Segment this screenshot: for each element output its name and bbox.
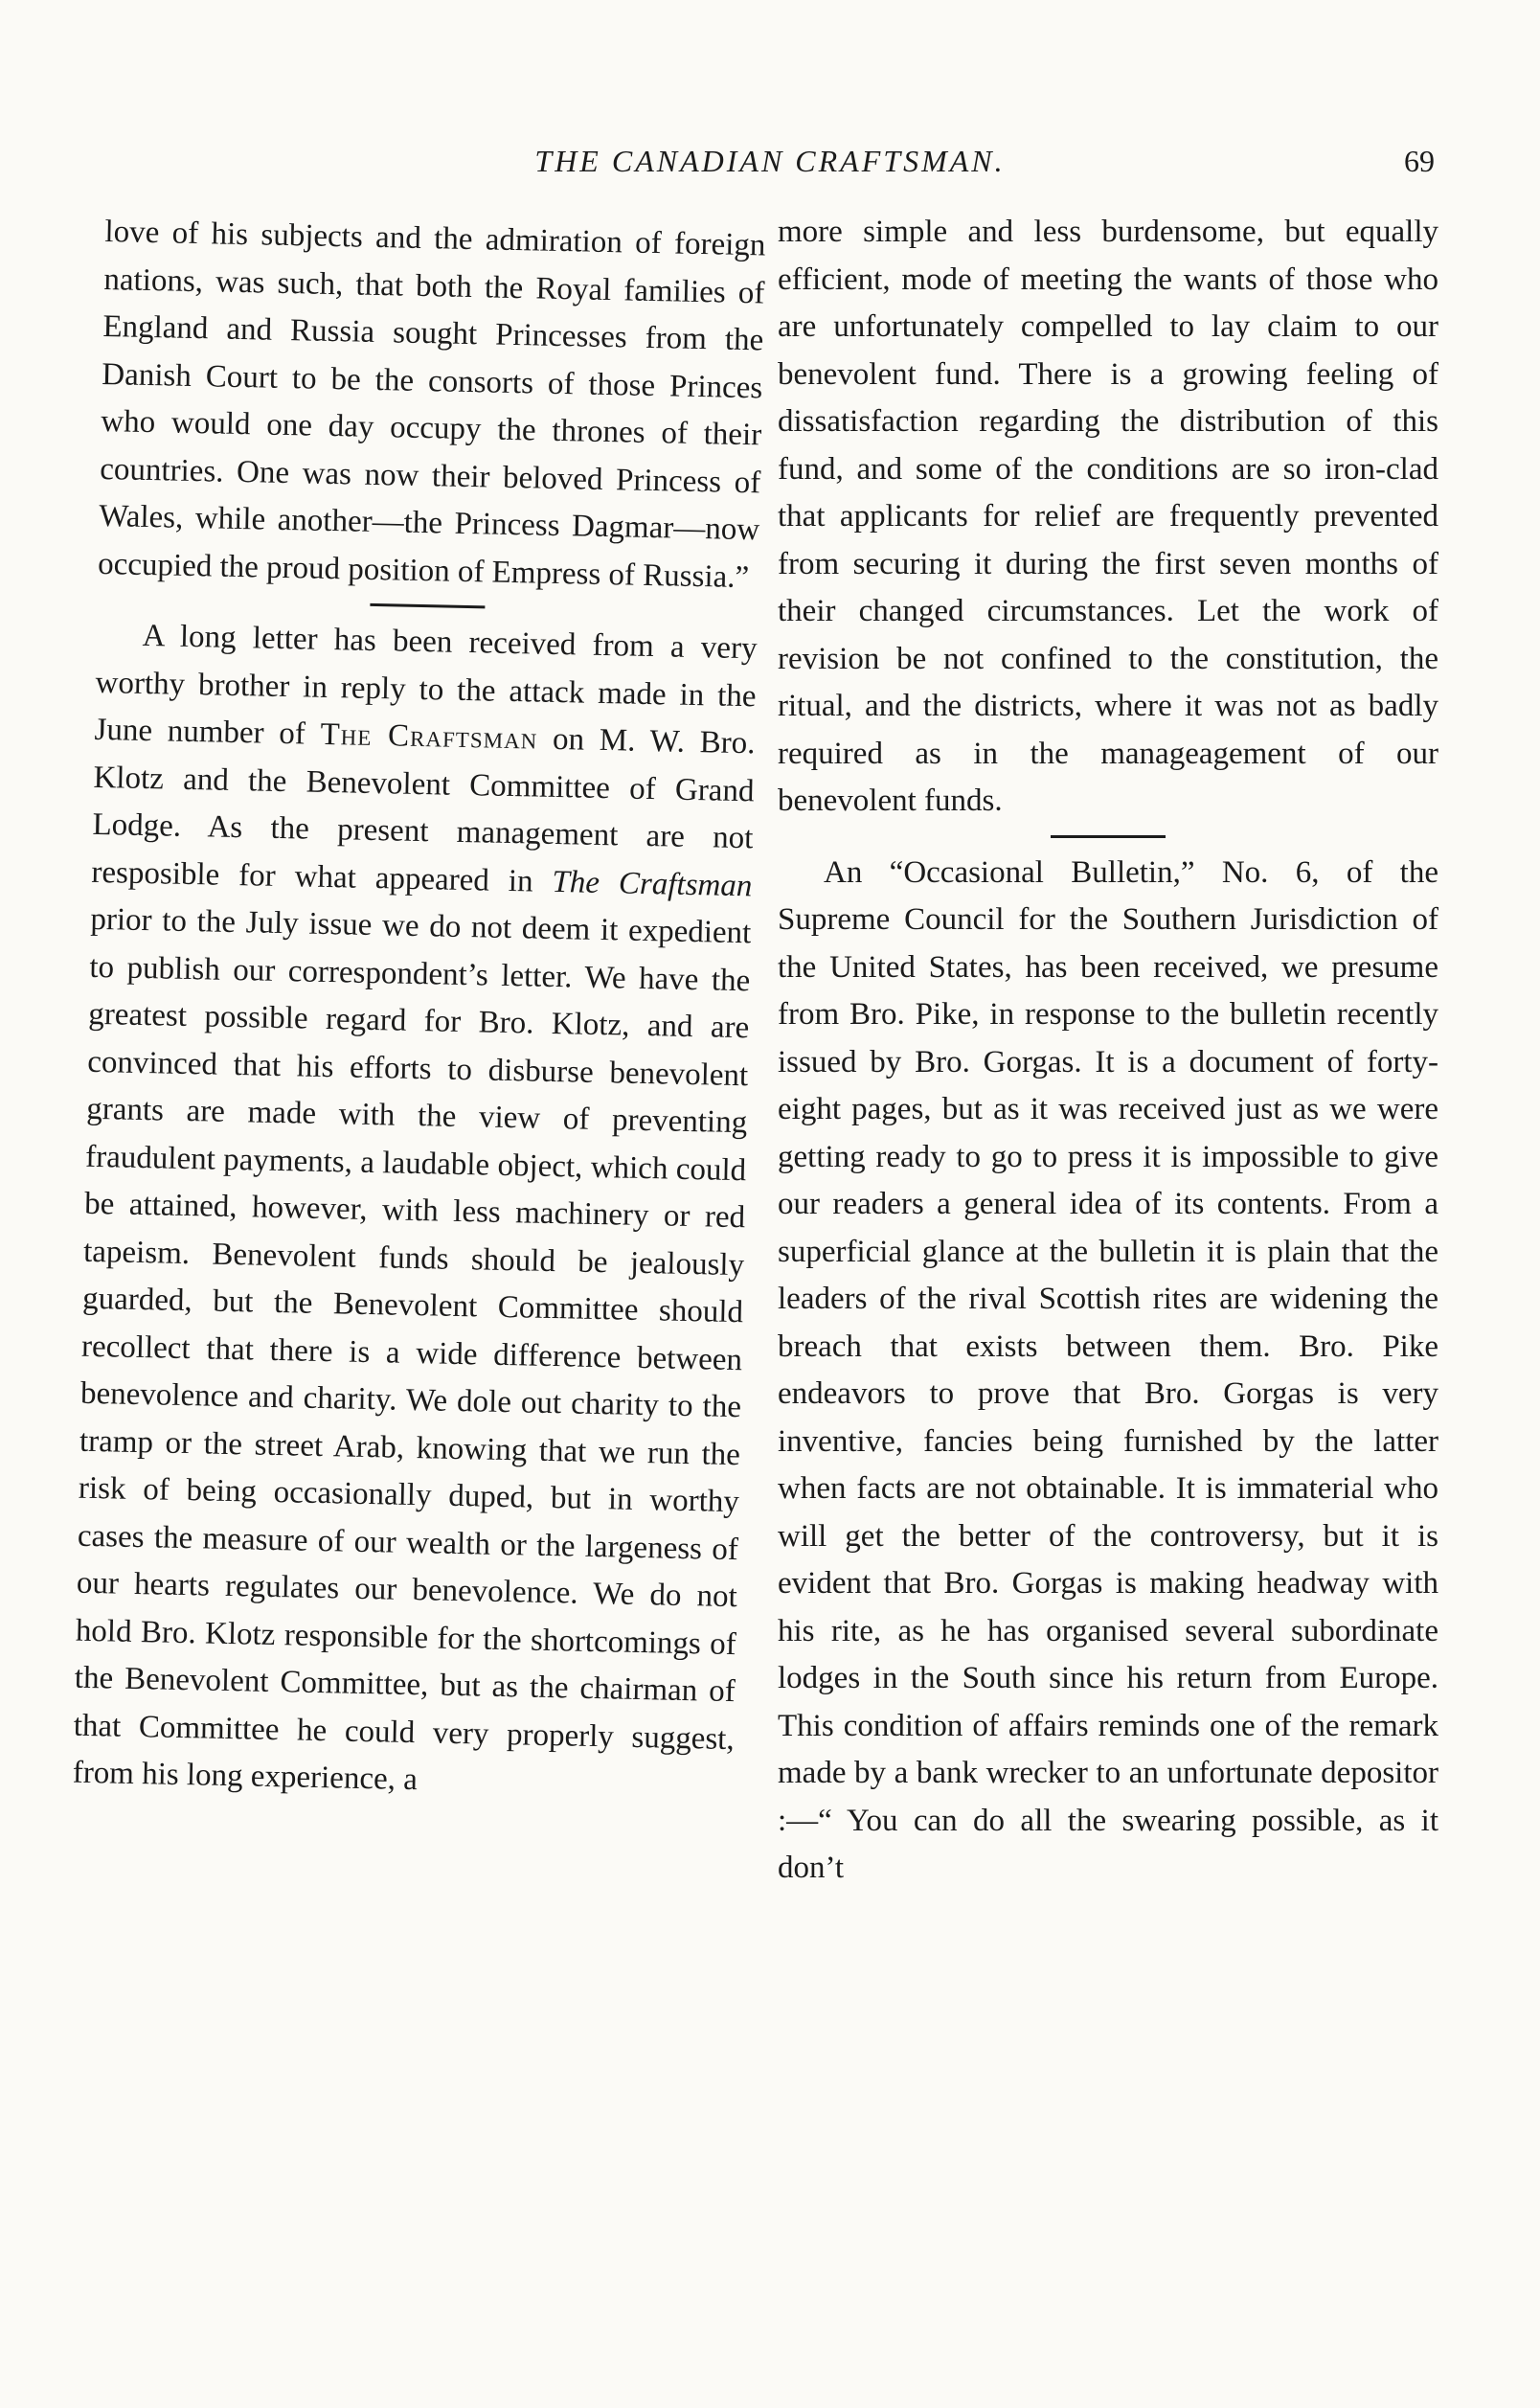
left-paragraph-2 xyxy=(72,612,758,1811)
running-head: THE CANADIAN CRAFTSMAN. xyxy=(534,144,1006,178)
page-number: 69 xyxy=(1404,144,1435,178)
section-divider xyxy=(1051,835,1166,838)
right-paragraph-2: An “Occasional Bulletin,” No. 6, of the Supreme Council for the Southern Jurisdiction of the United States, has been received, we presume from Bro. Pike, in response to the bulletin recently issued by Bro. Gorgas. It is a document of forty-eight pages, but as it was received just as we were getting ready to go to press it is impossible to give our readers a general idea of its contents. From a superficial glance at the bulletin it is plain that the leaders of the rival Scottish rites are widening the breach that exists between them. Bro. Pike endeavors to prove that Bro. Gorgas is very inventive, fancies being furnished by the latter when facts are not obtainable. It is immaterial who will get the better of the controversy, but it is evident that Bro. Gorgas is making headway with his rite, as he has organised several subordinate lodges in the South since his return from Europe. This condition of affairs reminds one of the remark made by a bank wrecker to an unfortunate depositor :—“ You can do all the swearing possible, as it don’t xyxy=(778,854,1438,1885)
publication-name-italic: The Craftsman xyxy=(552,864,753,903)
text-run: on M. W. Bro. Klotz and the Benevolent Committee of Grand Lodge. As the present management are not resposible for what appeared in xyxy=(91,721,756,899)
section-divider xyxy=(370,603,485,609)
page-header xyxy=(0,144,1540,201)
text-run: A long letter has been received from a very worthy brother in reply to the attack made in the June number of xyxy=(94,618,758,752)
right-column xyxy=(778,209,1438,1893)
left-column xyxy=(72,209,766,1811)
publication-name: The Craftsman xyxy=(320,716,538,757)
left-paragraph-1: love of his subjects and the admiration of foreign nations, was such, that both the Royal families of England and Russia sought Princesses from the Danish Court to be the consorts of those Princes who would one day occupy the thrones of their countries. One was now their beloved Princess of Wales, while another—the Princess Dagmar—now occupied the proud position of Empress of Russia.” xyxy=(97,214,766,595)
text-run: prior to the July issue we do not deem it expedient to publish our correspondent’s letter. We have the greatest possible regard for Bro. Klotz, and are convinced that his efforts to disburse benevolent grants are made with the view of preventing fraudulent payments, a laudable object, which could be attained, however, with less machinery or red tapeism. Benevolent funds should be jealously guarded, but the Benevolent Committee should recollect that there is a wide difference between benevolence and charity. We dole out charity to the tramp or the street Arab, knowing that we run the risk of being occasionally duped, but in worthy cases the measure of our wealth or the largeness of our hearts regulates our benevolence. We do not hold Bro. Klotz responsible for the shortcomings of the Benevolent Committee, but as the chairman of that Committee he could very properly suggest, from his long experience, a xyxy=(72,901,752,1798)
right-paragraph-1: more simple and less burdensome, but equally efficient, mode of meeting the wants of those who are unfortunately compelled to lay claim to our benevolent fund. There is a growing feeling of dissatisfaction regarding the distribution of this fund, and some of the conditions are so iron-clad that applicants for relief are frequently prevented from securing it during the first seven months of their changed circumstances. Let the work of revision be not confined to the constitution, the ritual, and the districts, where it was not as badly required as in the manageagement of our benevolent funds. xyxy=(778,215,1438,818)
